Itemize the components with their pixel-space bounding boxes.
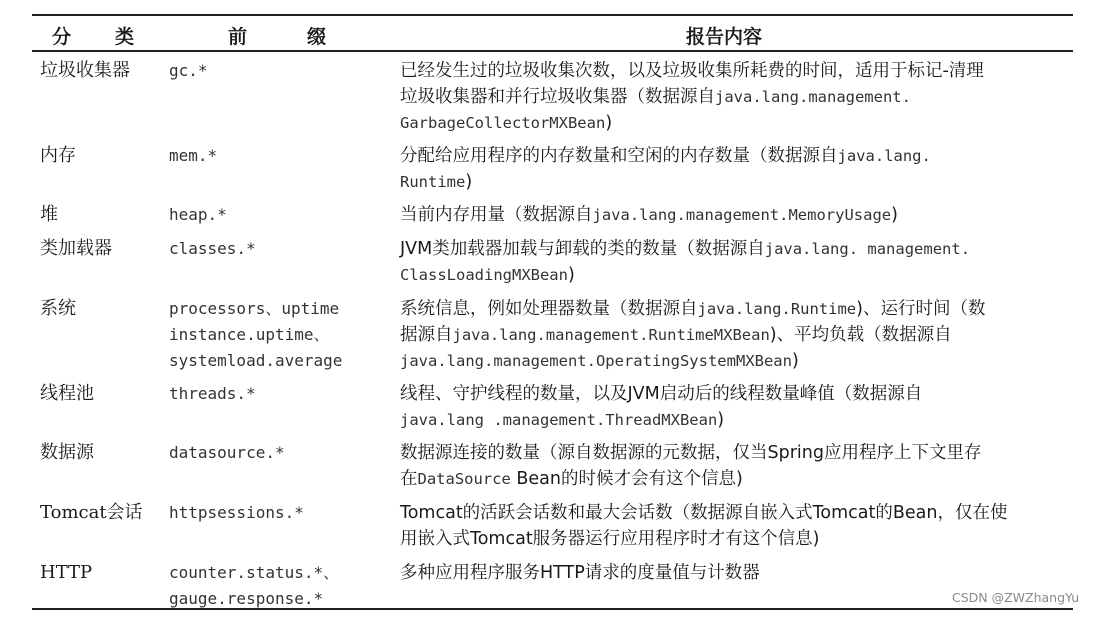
row-prefix: counter.status.*、 gauge.response.* bbox=[169, 563, 340, 608]
row-category: 垃圾收集器 bbox=[40, 60, 130, 81]
row-category: 线程池 bbox=[40, 383, 94, 404]
row-description: 系统信息，例如处理器数量（数据源自java.lang.Runtime)、运行时间（数 据源自java.lang.management.RuntimeMXBean)、平均负载（数据源自 java.lang.management.OperatingSystemMXBean) bbox=[400, 299, 986, 371]
row-category: 堆 bbox=[40, 204, 58, 225]
row-category: 数据源 bbox=[40, 442, 94, 463]
row-description: Tomcat的活跃会话数和最大会话数（数据源自嵌入式Tomcat的Bean，仅在使 用嵌入式Tomcat服务器运行应用程序时才有这个信息) bbox=[400, 503, 1008, 549]
row-prefix: gc.* bbox=[169, 61, 208, 80]
row-category: 内存 bbox=[40, 145, 76, 166]
row-description: 分配给应用程序的内存数量和空闲的内存数量（数据源自java.lang. Runtime) bbox=[400, 146, 931, 192]
row-description: 数据源连接的数量（源自数据源的元数据，仅当Spring应用程序上下文里存 在DataSource Bean的时候才会有这个信息) bbox=[400, 443, 982, 489]
header-content: 报告内容 bbox=[686, 26, 763, 48]
row-description: JVM类加载器加载与卸载的类的数量（数据源自java.lang. management. ClassLoadingMXBean) bbox=[400, 239, 971, 285]
header-category: 分类 bbox=[52, 26, 179, 48]
table-top-rule bbox=[32, 14, 1073, 16]
row-prefix: classes.* bbox=[169, 239, 256, 258]
row-category: 类加载器 bbox=[40, 238, 112, 259]
row-prefix: datasource.* bbox=[169, 443, 285, 462]
row-description: 当前内存用量（数据源自java.lang.management.MemoryUsage) bbox=[400, 205, 898, 225]
watermark: CSDN @ZWZhangYu bbox=[952, 590, 1080, 605]
row-prefix: threads.* bbox=[169, 384, 256, 403]
header-prefix: 前缀 bbox=[228, 26, 387, 48]
row-category: 系统 bbox=[40, 298, 76, 319]
row-prefix: httpsessions.* bbox=[169, 503, 304, 522]
row-description: 已经发生过的垃圾收集次数，以及垃圾收集所耗费的时间，适用于标记-清理 垃圾收集器和并行垃圾收集器（数据源自java.lang.management. GarbageCollectorMXBean) bbox=[400, 61, 984, 133]
row-description: 多种应用程序服务HTTP请求的度量值与计数器 bbox=[400, 563, 760, 583]
row-description: 线程、守护线程的数量，以及JVM启动后的线程数量峰值（数据源自 java.lang .management.ThreadMXBean) bbox=[400, 384, 923, 430]
row-category: Tomcat会话 bbox=[40, 502, 143, 523]
row-prefix: mem.* bbox=[169, 146, 218, 165]
row-category: HTTP bbox=[40, 562, 93, 583]
row-prefix: heap.* bbox=[169, 205, 227, 224]
row-prefix: processors、uptime instance.uptime、 systemload.average bbox=[169, 299, 343, 370]
table-header-rule bbox=[32, 50, 1073, 52]
